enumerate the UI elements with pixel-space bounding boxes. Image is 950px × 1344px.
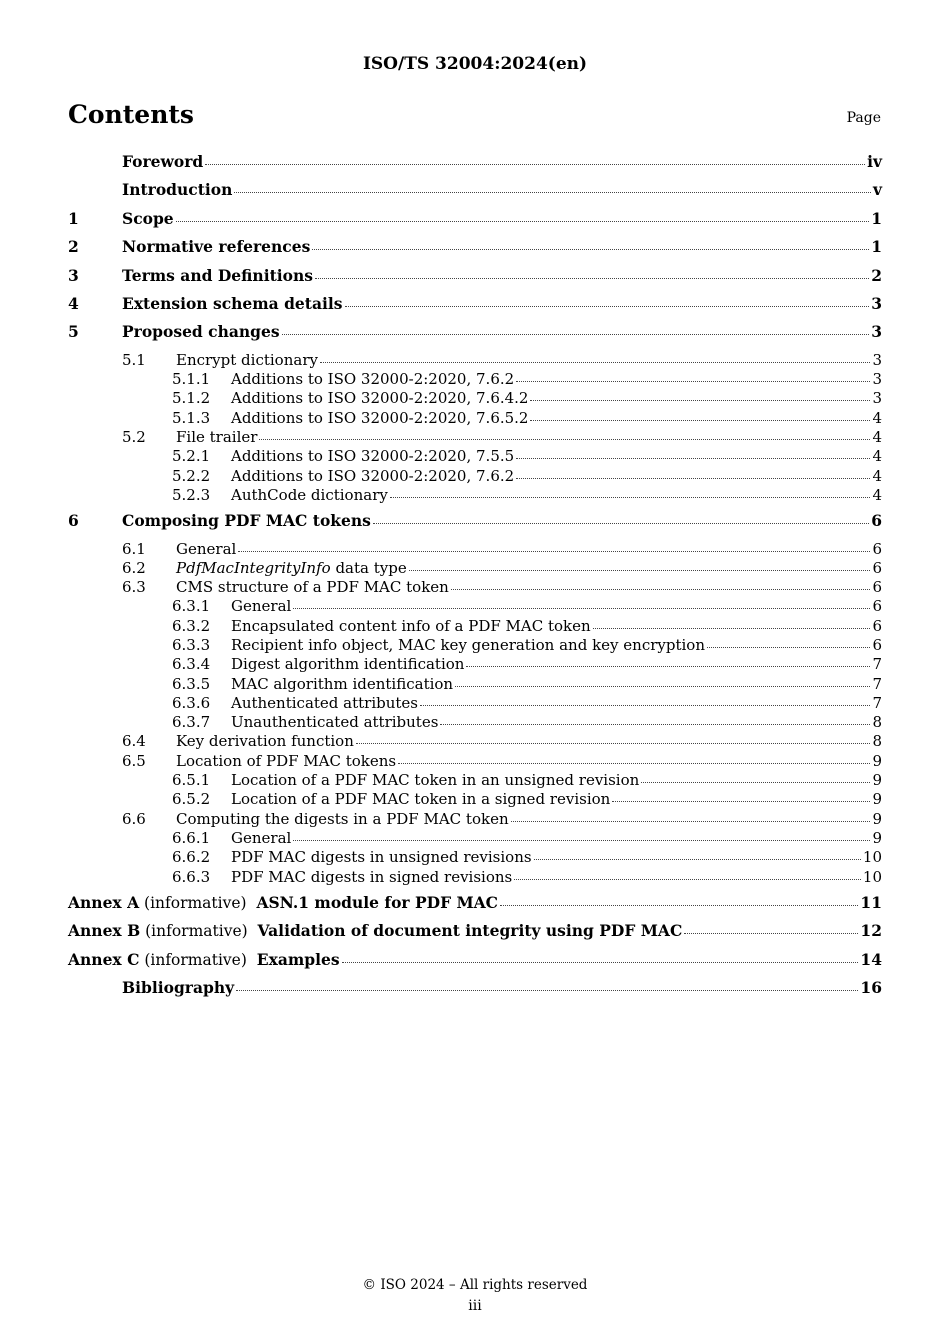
toc-entry-page: 6 — [872, 558, 882, 577]
annex-label: Annex A — [68, 892, 140, 912]
toc-entry[interactable] — [68, 829, 882, 848]
toc-entry-title: Extension schema details — [122, 293, 343, 313]
toc-entry-page: 4 — [872, 408, 882, 427]
toc-entry-page: 10 — [862, 867, 882, 886]
page-column-label: Page — [846, 110, 881, 126]
toc-entry-title: Proposed changes — [122, 322, 280, 342]
dot-leader — [398, 762, 870, 764]
toc-entry-title: Normative references — [122, 237, 311, 257]
toc-entry-number: 6.1 — [122, 539, 146, 558]
toc-entry-page: 6 — [872, 635, 882, 654]
toc-entry-page: 4 — [872, 466, 882, 485]
toc-entry-title — [68, 921, 682, 940]
copyright-footer: © ISO 2024 – All rights reserved — [362, 1277, 588, 1293]
toc-entry-number: 4 — [68, 293, 79, 313]
dot-leader — [238, 550, 870, 552]
toc-entry-number: 3 — [68, 265, 79, 285]
table-of-contents — [68, 152, 882, 1006]
toc-entry-page: 4 — [872, 427, 882, 446]
toc-entry-title: General — [231, 828, 292, 847]
toc-entry-title — [68, 893, 498, 912]
toc-entry-number: 5.1.1 — [172, 370, 211, 389]
toc-entry-title — [68, 950, 340, 969]
toc-entry-title: File trailer — [176, 427, 258, 446]
toc-entry[interactable] — [68, 578, 882, 597]
toc-entry-title: Additions to ISO 32000-2:2020, 7.6.2 — [231, 466, 515, 485]
toc-entry[interactable] — [68, 771, 882, 790]
toc-entry-number: 6.6.3 — [172, 867, 211, 886]
toc-entry[interactable] — [68, 540, 882, 559]
toc-entry-title: Location of a PDF MAC token in an unsigned revision — [231, 771, 640, 790]
toc-entry-title: Terms and Definitions — [122, 265, 313, 285]
dot-leader — [312, 248, 869, 250]
toc-entry[interactable] — [68, 950, 882, 978]
toc-entry-page: iv — [867, 152, 882, 171]
toc-entry-number: 6 — [68, 511, 79, 531]
toc-entry-title-italic: PdfMacIntegrityInfo — [176, 558, 331, 577]
toc-entry-page: 6 — [872, 616, 882, 635]
annex-title: Validation of document integrity using PDF MAC — [257, 921, 683, 941]
annex-label: Annex C — [68, 949, 140, 969]
annex-label: Annex B — [68, 921, 141, 941]
toc-entry-number: 5.2.2 — [172, 466, 211, 485]
dot-leader — [176, 220, 870, 222]
toc-entry-number: 6.5.2 — [172, 790, 211, 809]
toc-entry-page: 2 — [871, 265, 882, 285]
toc-entry-number: 6.3.4 — [172, 655, 211, 674]
dot-leader — [534, 858, 861, 860]
toc-entry-page: 3 — [872, 370, 882, 389]
toc-entry-page: 4 — [872, 447, 882, 466]
dot-leader — [511, 820, 871, 822]
dot-leader — [455, 685, 870, 687]
toc-entry-title: MAC algorithm identification — [231, 674, 454, 693]
dot-leader — [612, 800, 870, 802]
toc-entry-number: 6.3 — [122, 578, 146, 597]
dot-leader — [641, 781, 870, 783]
toc-entry[interactable] — [68, 322, 882, 350]
dot-leader — [293, 607, 870, 609]
dot-leader — [293, 839, 870, 841]
dot-leader — [205, 163, 865, 165]
toc-entry[interactable] — [68, 921, 882, 949]
toc-entry-number: 6.5.1 — [172, 771, 211, 790]
dot-leader — [500, 904, 858, 906]
toc-entry[interactable] — [68, 655, 882, 674]
toc-entry-title: Unauthenticated attributes — [231, 713, 439, 732]
dot-leader — [516, 457, 870, 459]
dot-leader — [466, 665, 870, 667]
toc-entry-number: 6.6 — [122, 809, 146, 828]
toc-entry[interactable] — [68, 447, 882, 466]
toc-entry[interactable] — [68, 294, 882, 322]
toc-entry-page: 3 — [871, 322, 882, 342]
toc-entry-number: 6.3.3 — [172, 635, 211, 654]
toc-entry-page: 9 — [872, 751, 882, 770]
toc-entry-title: Recipient info object, MAC key generation and key encryption — [231, 635, 705, 654]
toc-entry-title: Key derivation function — [176, 732, 354, 751]
toc-entry-page: 9 — [872, 790, 882, 809]
dot-leader — [593, 627, 871, 629]
toc-entry-number: 5.2 — [122, 427, 146, 446]
toc-entry-number: 6.3.7 — [172, 713, 211, 732]
dot-leader — [707, 646, 870, 648]
toc-entry-page: 6 — [872, 597, 882, 616]
toc-entry-page: 3 — [871, 293, 882, 313]
toc-entry-page: 8 — [872, 732, 882, 751]
toc-entry[interactable] — [68, 389, 882, 408]
annex-title: ASN.1 module for PDF MAC — [256, 892, 499, 912]
toc-entry-title: AuthCode dictionary — [231, 485, 388, 504]
toc-entry-number: 2 — [68, 237, 79, 257]
toc-entry-page: 10 — [862, 848, 882, 867]
toc-entry[interactable] — [68, 752, 882, 771]
dot-leader — [516, 380, 870, 382]
annex-title: Examples — [256, 949, 340, 969]
toc-entry-number: 6.4 — [122, 732, 146, 751]
dot-leader — [516, 477, 870, 479]
toc-entry-title: Encapsulated content info of a PDF MAC token — [231, 616, 591, 635]
dot-leader — [320, 361, 870, 363]
toc-entry-title: Additions to ISO 32000-2:2020, 7.6.4.2 — [231, 389, 529, 408]
document-header: ISO/TS 32004:2024(en) — [362, 54, 588, 74]
toc-entry-number: 5 — [68, 322, 79, 342]
annex-qualifier: (informative) — [140, 922, 258, 941]
toc-entry-number: 6.3.1 — [172, 597, 211, 616]
toc-entry-page: v — [872, 180, 882, 200]
dot-leader — [440, 723, 870, 725]
toc-entry[interactable] — [68, 893, 882, 921]
annex-qualifier: (informative) — [139, 893, 257, 912]
toc-entry-page: 7 — [872, 693, 882, 712]
toc-entry-title: Computing the digests in a PDF MAC token — [176, 809, 509, 828]
toc-entry[interactable] — [68, 675, 882, 694]
toc-entry-page: 6 — [871, 511, 882, 531]
toc-entry-page: 3 — [872, 389, 882, 408]
annex-qualifier: (informative) — [139, 950, 257, 969]
toc-entry[interactable] — [68, 266, 882, 294]
toc-entry-page: 4 — [872, 485, 882, 504]
toc-entry-page: 8 — [872, 713, 882, 732]
toc-entry-page: 3 — [872, 350, 882, 369]
toc-entry-page: 7 — [872, 655, 882, 674]
toc-entry[interactable] — [68, 848, 882, 867]
toc-entry-title: CMS structure of a PDF MAC token — [176, 578, 449, 597]
toc-entry[interactable] — [68, 868, 882, 887]
toc-entry-title: PDF MAC digests in signed revisions — [231, 867, 513, 886]
toc-entry-title: Additions to ISO 32000-2:2020, 7.6.5.2 — [231, 408, 529, 427]
dot-leader — [236, 989, 858, 991]
toc-entry-title-rest: data type — [330, 558, 407, 577]
dot-leader — [282, 333, 870, 335]
toc-entry-page: 1 — [871, 208, 882, 228]
toc-entry[interactable] — [68, 467, 882, 486]
toc-entry-number: 5.2.3 — [172, 485, 211, 504]
toc-entry-title: Bibliography — [122, 978, 235, 998]
dot-leader — [356, 742, 871, 744]
toc-entry-title: Additions to ISO 32000-2:2020, 7.6.2 — [231, 370, 515, 389]
dot-leader — [259, 438, 870, 440]
toc-entry[interactable] — [68, 597, 882, 616]
toc-entry-number: 6.2 — [122, 558, 146, 577]
toc-entry-number: 5.1.3 — [172, 408, 211, 427]
dot-leader — [530, 399, 870, 401]
dot-leader — [451, 588, 871, 590]
toc-entry[interactable] — [68, 559, 882, 578]
dot-leader — [373, 522, 869, 524]
toc-entry[interactable] — [68, 409, 882, 428]
contents-heading: Contents — [68, 100, 195, 129]
toc-entry-page: 16 — [860, 978, 882, 998]
toc-entry-title: Location of a PDF MAC token in a signed revision — [231, 790, 611, 809]
toc-entry[interactable] — [68, 152, 882, 180]
dot-leader — [234, 191, 871, 193]
toc-entry-number: 5.1 — [122, 350, 146, 369]
toc-entry-number: 6.3.6 — [172, 693, 211, 712]
toc-entry[interactable] — [68, 511, 882, 539]
toc-entry-page: 6 — [872, 539, 882, 558]
page-number: iii — [468, 1298, 482, 1314]
toc-entry-number: 6.3.5 — [172, 674, 211, 693]
toc-entry[interactable] — [68, 180, 882, 208]
toc-entry[interactable] — [68, 428, 882, 447]
toc-entry-title: Encrypt dictionary — [176, 350, 318, 369]
dot-leader — [409, 569, 871, 571]
toc-entry[interactable] — [68, 486, 882, 505]
toc-entry-title: General — [176, 539, 237, 558]
toc-entry-number: 6.6.1 — [172, 828, 211, 847]
dot-leader — [315, 277, 869, 279]
dot-leader — [514, 878, 861, 880]
toc-entry[interactable] — [68, 790, 882, 809]
toc-entry-title: Composing PDF MAC tokens — [122, 511, 371, 531]
toc-entry-page: 6 — [872, 578, 882, 597]
toc-entry[interactable] — [68, 978, 882, 1006]
dot-leader — [342, 961, 859, 963]
dot-leader — [390, 496, 871, 498]
toc-entry-number: 6.6.2 — [172, 848, 211, 867]
toc-entry-title: Introduction — [122, 180, 233, 200]
toc-entry-title: Foreword — [122, 152, 204, 171]
toc-entry-title — [176, 559, 407, 577]
toc-entry-page: 14 — [860, 949, 882, 969]
toc-entry-title: Scope — [122, 208, 174, 228]
toc-entry[interactable] — [68, 636, 882, 655]
toc-entry[interactable] — [68, 810, 882, 829]
dot-leader — [684, 932, 858, 934]
toc-entry-page: 9 — [872, 809, 882, 828]
toc-entry-title: General — [231, 597, 292, 616]
toc-entry-page: 11 — [860, 892, 882, 912]
toc-entry-title: Additions to ISO 32000-2:2020, 7.5.5 — [231, 447, 515, 466]
toc-entry-page: 12 — [860, 921, 882, 941]
toc-entry[interactable] — [68, 694, 882, 713]
toc-entry-title: Digest algorithm identification — [231, 655, 465, 674]
toc-entry[interactable] — [68, 732, 882, 751]
toc-entry-number: 1 — [68, 208, 79, 228]
toc-entry-page: 9 — [872, 771, 882, 790]
toc-entry-title: Location of PDF MAC tokens — [176, 751, 397, 770]
toc-entry[interactable] — [68, 370, 882, 389]
toc-entry-number: 6.5 — [122, 751, 146, 770]
toc-entry[interactable] — [68, 713, 882, 732]
toc-entry-page: 7 — [872, 674, 882, 693]
toc-entry-number: 5.1.2 — [172, 389, 211, 408]
toc-entry-number: 5.2.1 — [172, 447, 211, 466]
dot-leader — [420, 704, 870, 706]
toc-entry-number: 6.3.2 — [172, 616, 211, 635]
dot-leader — [530, 419, 870, 421]
toc-entry[interactable] — [68, 351, 882, 370]
toc-entry-title: Authenticated attributes — [231, 693, 418, 712]
toc-entry[interactable] — [68, 209, 882, 237]
toc-entry-page: 1 — [871, 237, 882, 257]
toc-entry[interactable] — [68, 237, 882, 265]
toc-entry-page: 9 — [872, 828, 882, 847]
dot-leader — [345, 305, 870, 307]
toc-entry-title: PDF MAC digests in unsigned revisions — [231, 848, 532, 867]
toc-entry[interactable] — [68, 617, 882, 636]
